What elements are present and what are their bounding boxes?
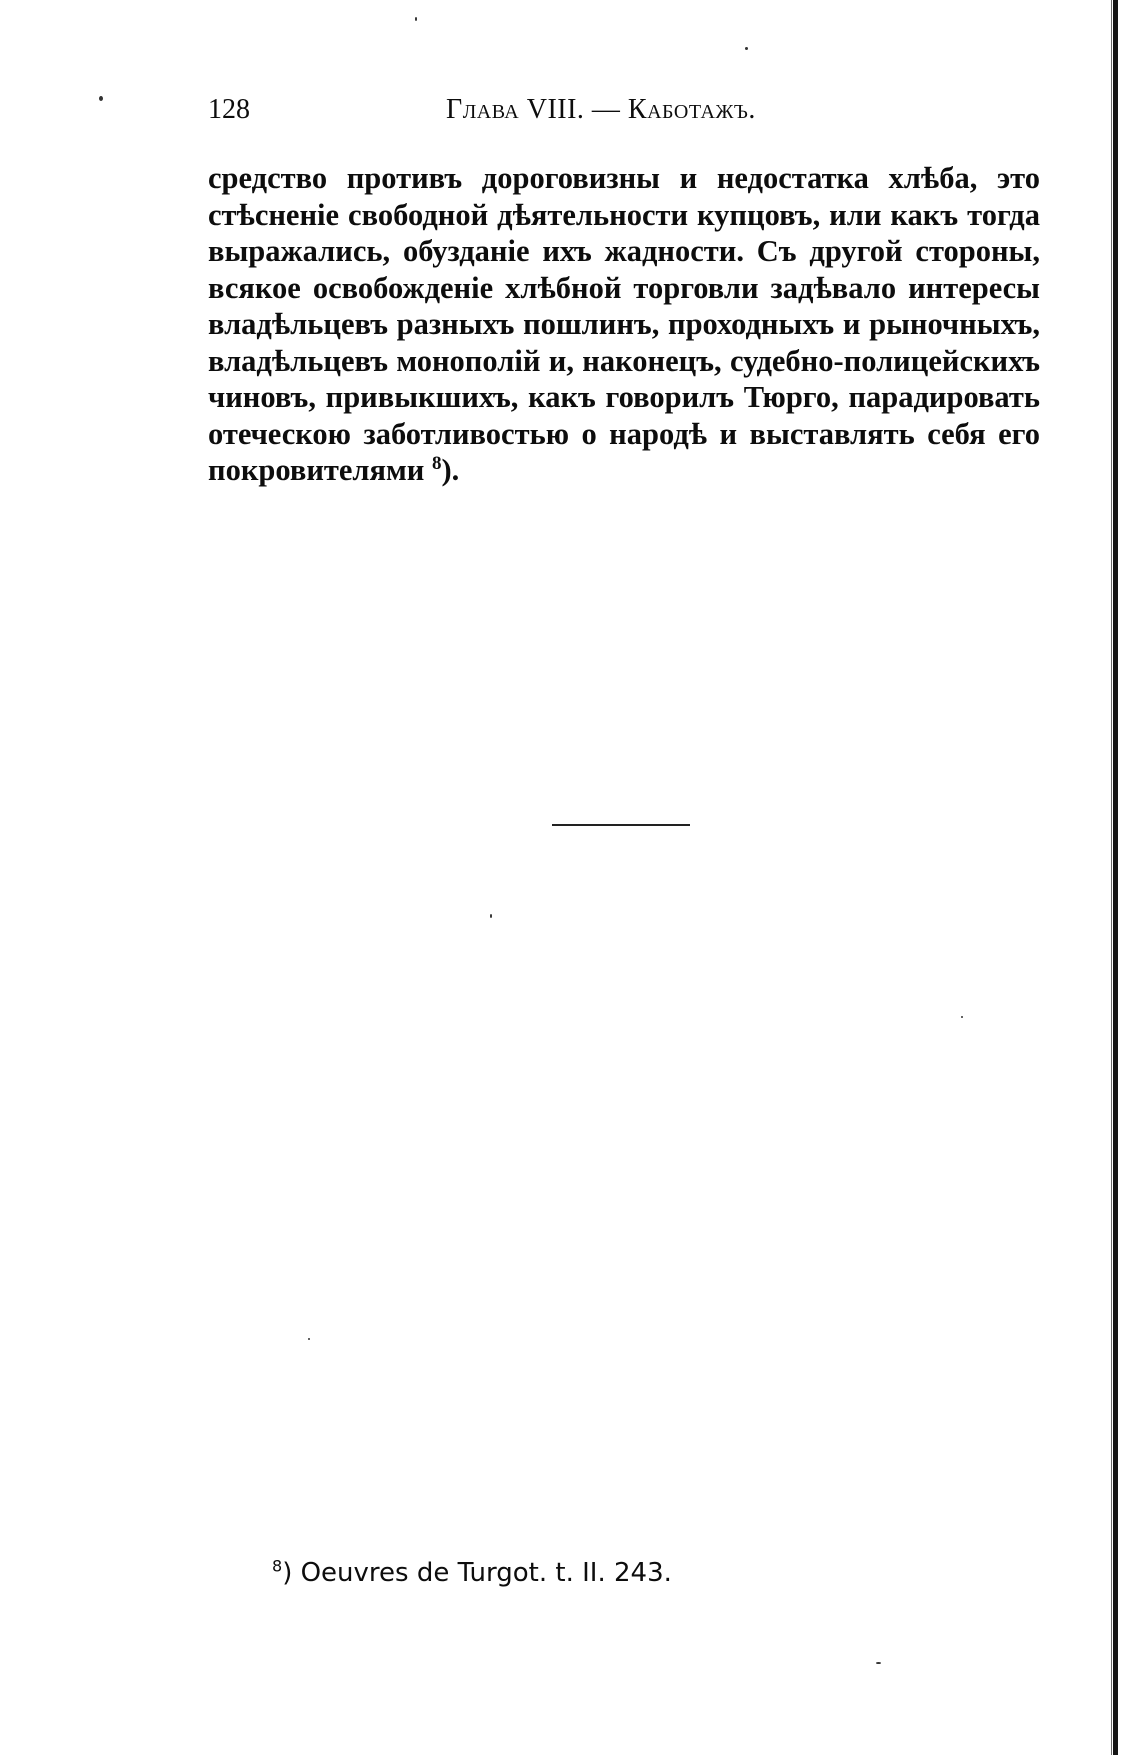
body-last-line-end: ). (441, 453, 460, 487)
body-line: стѣсненіе свободной дѣятельности купцовъ, или какъ тогда (208, 197, 1040, 232)
body-line: владѣльцевъ монополій и, наконецъ, судебно-полицейскихъ (208, 343, 1040, 378)
footnote (272, 1558, 672, 1588)
body-last-line-text: покровителями (208, 453, 425, 487)
scan-speck (415, 17, 417, 21)
scan-speck (876, 1662, 881, 1664)
section-divider-rule (552, 824, 690, 826)
footnote-text: ) Oeuvres de Turgot. t. II. 243. (282, 1558, 672, 1588)
page-number: 128 (208, 94, 250, 125)
page-edge-shadow (1113, 0, 1118, 1755)
footnote-reference: 8 (432, 452, 442, 474)
body-line: выражались, обузданіе ихъ жадности. Съ другой стороны, (208, 234, 1040, 268)
body-line: владѣльцевъ разныхъ пошлинъ, проходныхъ и рыночныхъ, (208, 307, 1040, 341)
chapter-title: Глава VIII. — Каботажъ. (446, 94, 756, 125)
scan-speck (490, 914, 492, 918)
footnote-mark: 8 (272, 1556, 283, 1576)
body-paragraph (208, 160, 1040, 489)
page-edge-line (1111, 0, 1112, 1755)
body-line: всякое освобожденіе хлѣбной торговли задѣвало интересы (208, 270, 1040, 305)
body-line: средство противъ дороговизны и недостатка хлѣба, это (208, 161, 1040, 195)
running-head (208, 94, 1040, 134)
scan-speck (961, 1016, 963, 1018)
body-line: чиновъ, привыкшихъ, какъ говорилъ Тюрго, парадировать (208, 380, 1040, 414)
scan-speck (745, 47, 748, 50)
body-last-line (208, 452, 1040, 489)
body-line: отеческою заботливостью о народѣ и выставлять себя его (208, 416, 1040, 451)
scan-speck (99, 96, 103, 101)
scan-speck (308, 1338, 310, 1340)
